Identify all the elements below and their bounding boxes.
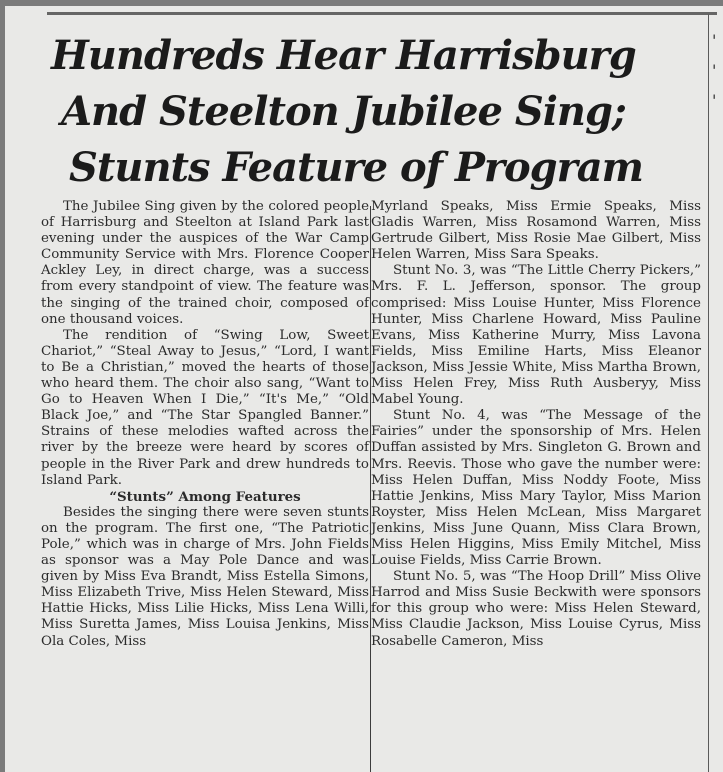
paragraph: Besides the singing there were seven stunts on the program. The first one, “The Patriotic Pole,” which was in charge of Mrs. John Fields as sponsor was a May Pole Dance and was given by Miss Eva Brandt, Miss Estella Simons, Miss Elizabeth Trive, Miss Helen Steward, Miss Hattie Hicks, Miss Lilie Hicks, Miss Lena Willi, Miss Suretta James, Miss Louisa Jenkins, Miss Ola Coles, Miss: [41, 504, 369, 649]
headline-line-2: And Steelton Jubilee Sing;: [61, 88, 626, 135]
newspaper-clipping: [5, 6, 723, 772]
paragraph: Stunt No. 3, was “The Little Cherry Pickers,” Mrs. F. L. Jefferson, sponsor. The group comprised: Miss Louise Hunter, Miss Florence Hunter, Miss Charlene Howard, Miss Pauline Evans, Miss Katherine Murry, Miss Lavona Fields, Miss Emiline Harts, Miss Eleanor Jackson, Miss Jessie White, Miss Martha Brown, Miss Helen Frey, Miss Ruth Ausberyy, Miss Mabel Young.: [371, 263, 701, 408]
paragraph: The Jubilee Sing given by the colored people of Harrisburg and Steelton at Island Park last evening under the auspices of the War Camp Community Service with Mrs. Florence Cooper Ackley Ley, in direct charge, was a success from every standpoint of view. The feature was the singing of the trained choir, composed of one thousand voices.: [41, 199, 369, 327]
headline-line-1: Hundreds Hear Harrisburg: [51, 32, 636, 79]
article-column-right: [371, 199, 701, 650]
headline-line-3: Stunts Feature of Program: [69, 144, 643, 191]
fragment-mark: ': [712, 91, 717, 110]
paragraph: Stunt No. 4, was “The Message of the Fairies” under the sponsorship of Mrs. Helen Duffan assisted by Mrs. Singleton G. Brown and Mrs. Reevis. Those who gave the number were: Miss Helen Duffan, Miss Noddy Foote, Miss Hattie Jenkins, Miss Mary Taylor, Miss Marion Royster, Miss Helen McLean, Miss Margaret Jenkins, Miss June Quann, Miss Clara Brown, Miss Helen Higgins, Miss Emily Mitchel, Miss Louise Fields, Miss Carrie Brown.: [371, 408, 701, 569]
paragraph: Stunt No. 5, was “The Hoop Drill” Miss Olive Harrod and Miss Susie Beckwith were sponsors for this group who were: Miss Helen Steward, Miss Claudie Jackson, Miss Louise Cyrus, Miss Rosabelle Cameron, Miss: [371, 569, 701, 649]
subheading: “Stunts” Among Features: [109, 488, 301, 505]
top-rule: [47, 12, 717, 15]
fragment-mark: ': [712, 61, 717, 80]
paragraph: The rendition of “Swing Low, Sweet Chariot,” “Steal Away to Jesus,” “Lord, I want to Be a Christian,” moved the hearts of those who heard them. The choir also sang, “Want to Go to Heaven When I Die,” “It's Me,” “Old Black Joe,” and “The Star Spangled Banner.” Strains of these melodies wafted across the river by the breeze were heard by scores of people in the River Park and drew hundreds to Island Park.: [41, 327, 369, 488]
article-column-left: [41, 199, 369, 650]
paragraph-continuation: Myrland Speaks, Miss Ermie Speaks, Miss Gladis Warren, Miss Rosamond Warren, Miss Gertrude Gilbert, Miss Rosie Mae Gilbert, Miss Helen Warren, Miss Sara Speaks.: [371, 199, 701, 263]
headline: [35, 28, 715, 196]
fragment-mark: ': [712, 31, 717, 50]
